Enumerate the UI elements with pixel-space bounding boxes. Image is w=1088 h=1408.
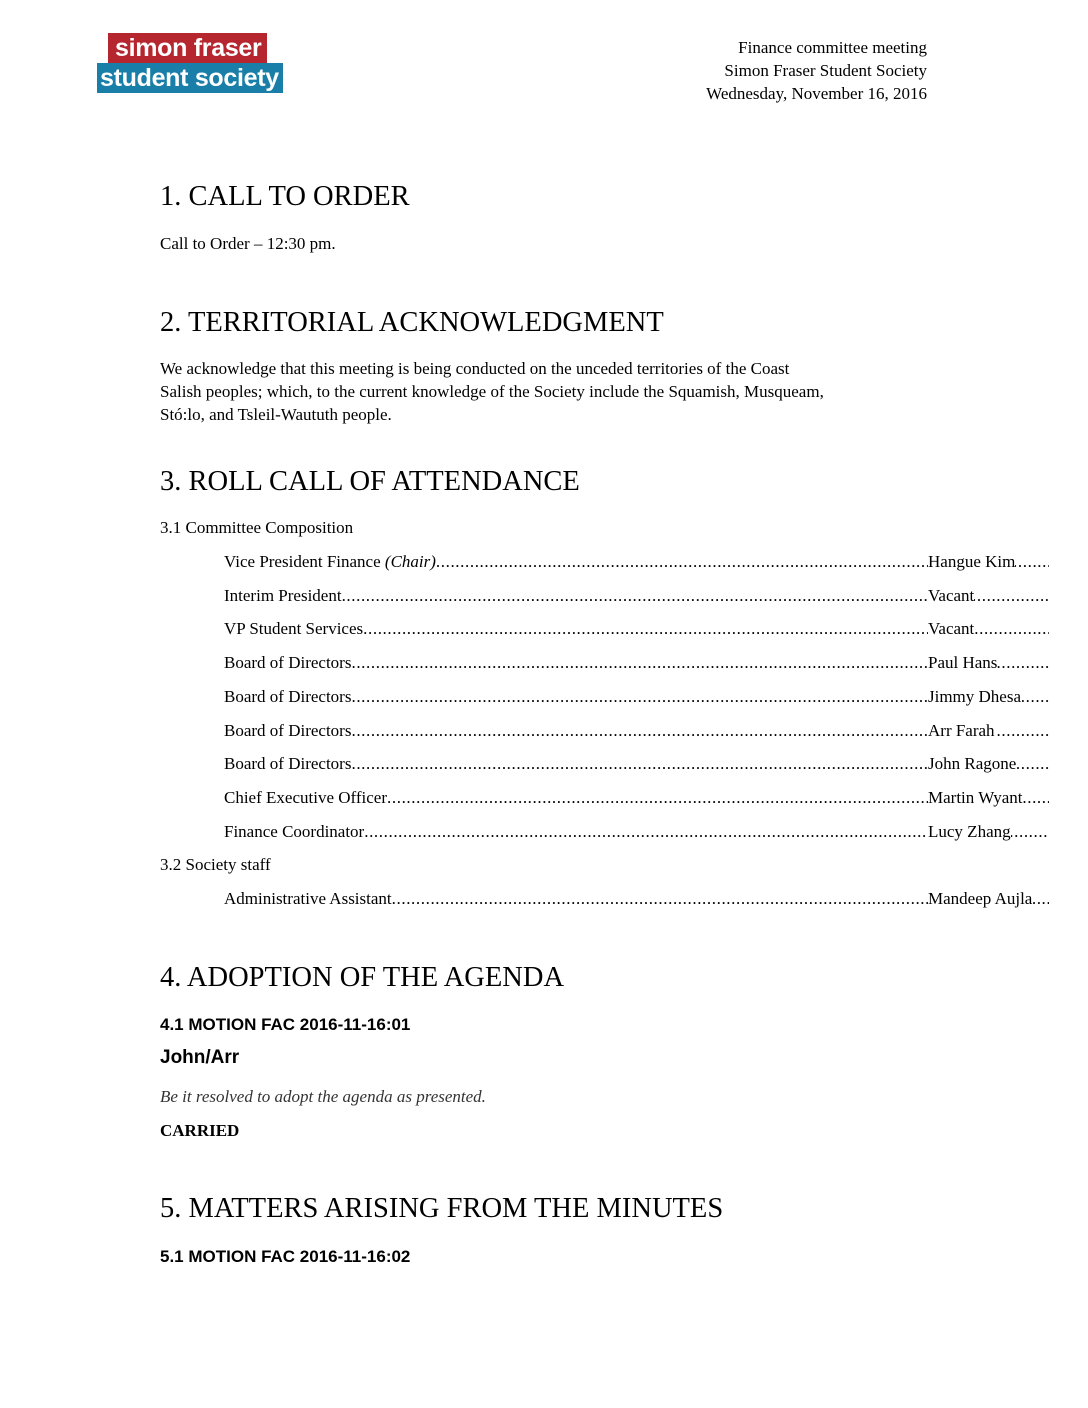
motion-4-1-heading: 4.1 MOTION FAC 2016-11-16:01 [160,1015,411,1034]
member-role: Board of Directors [224,653,352,672]
header-date: Wednesday, November 16, 2016 [706,84,927,103]
logo-line-1: simon fraser [108,33,267,63]
member-role: Board of Directors [224,721,352,740]
member-name: Hangue Kim [928,552,1016,571]
member-name: Arr Farah [928,721,995,740]
member-role: Chief Executive Officer [224,788,388,807]
call-to-order-text: Call to Order – 12:30 pm. [160,234,336,253]
section-2-title: 2. TERRITORIAL ACKNOWLEDGMENT [160,307,664,338]
member-row [224,550,1049,573]
member-row [224,786,1049,809]
member-row [224,685,1049,708]
member-row [224,584,1049,607]
society-staff-heading: 3.2 Society staff [160,855,271,874]
member-name: John Ragone [928,754,1017,773]
committee-composition-heading: 3.1 Committee Composition [160,518,354,537]
motion-result: CARRIED [160,1121,240,1140]
header-meeting-name: Finance committee meeting [738,38,927,57]
document-header [706,36,927,105]
section-1-title: 1. CALL TO ORDER [160,181,410,212]
member-role: VP Student Services [224,619,364,638]
member-name: Vacant [928,586,975,605]
motion-movers: John/Arr [160,1047,240,1068]
member-name: Paul Hans [928,653,998,672]
member-role: Board of Directors [224,754,352,773]
acknowledgment-line-3: Stó:lo, and Tsleil-Waututh people. [160,405,392,424]
member-name: Jimmy Dhesa [928,687,1022,706]
member-row [224,651,1049,674]
logo-line-2: student society [97,63,283,93]
member-row [224,752,1049,775]
member-role: Interim President [224,586,342,605]
member-role: Vice President Finance [224,552,385,571]
member-row [224,617,1049,640]
section-5-title: 5. MATTERS ARISING FROM THE MINUTES [160,1193,724,1224]
member-name: Vacant [928,619,975,638]
header-organization: Simon Fraser Student Society [724,61,927,80]
society-logo [97,33,283,93]
member-row [224,820,1049,843]
member-role: Finance Coordinator [224,822,365,841]
section-3-title: 3. ROLL CALL OF ATTENDANCE [160,466,580,497]
acknowledgment-line-1: We acknowledge that this meeting is being conducted on the unceded territories of the Coast [160,359,790,378]
member-role-note: (Chair) [384,552,436,571]
member-name: Lucy Zhang [928,822,1011,841]
staff-role: Administrative Assistant [224,889,392,908]
motion-resolution: Be it resolved to adopt the agenda as presented. [160,1087,486,1106]
acknowledgment-line-2: Salish peoples; which, to the current knowledge of the Society include the Squamish, Musqueam, [160,382,824,401]
member-role: Board of Directors [224,687,352,706]
staff-row [224,887,1049,910]
member-name: Martin Wyant [928,788,1023,807]
staff-name: Mandeep Aujla [928,889,1033,908]
section-4-title: 4. ADOPTION OF THE AGENDA [160,962,565,993]
member-row [224,719,1049,742]
motion-5-1-heading: 5.1 MOTION FAC 2016-11-16:02 [160,1247,411,1266]
